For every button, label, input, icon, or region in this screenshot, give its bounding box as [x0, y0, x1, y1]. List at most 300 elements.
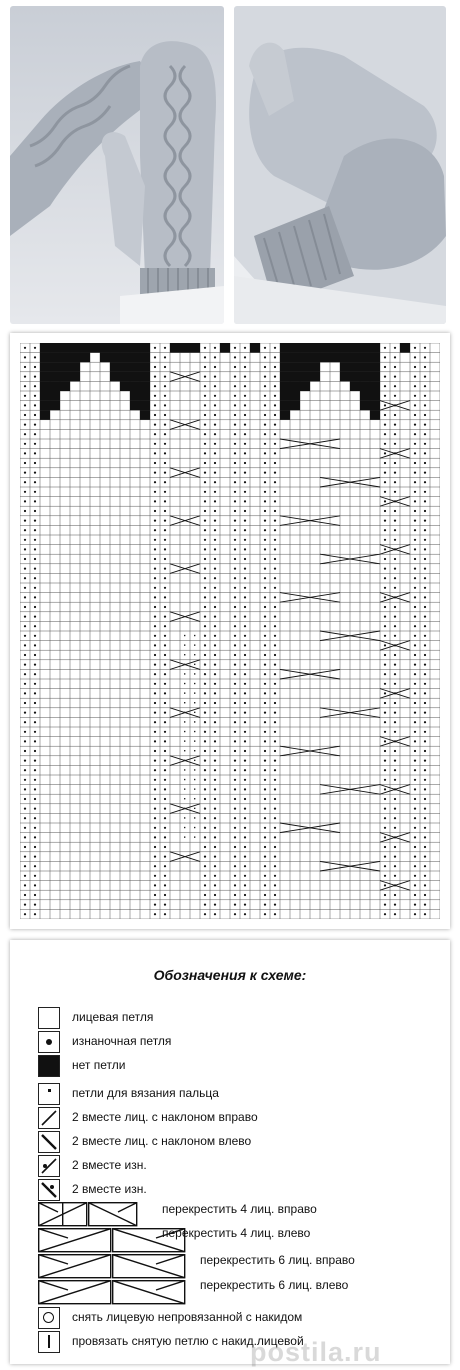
- cable-cross-symbols: [38, 1202, 186, 1308]
- purl-dot: [214, 808, 216, 810]
- purl-dot: [34, 376, 36, 378]
- purl-dot: [164, 491, 166, 493]
- purl-dot: [424, 731, 426, 733]
- purl-dot: [164, 587, 166, 589]
- thumb-stitch-dot: [204, 702, 205, 703]
- purl-dot: [234, 779, 236, 781]
- purl-dot: [414, 654, 416, 656]
- purl-dot: [24, 395, 26, 397]
- purl-dot: [384, 894, 386, 896]
- purl-dot: [34, 625, 36, 627]
- purl-dot: [234, 529, 236, 531]
- purl-dot: [164, 404, 166, 406]
- purl-dot: [164, 712, 166, 714]
- purl-dot: [214, 865, 216, 867]
- purl-dot: [164, 347, 166, 349]
- purl-dot: [24, 788, 26, 790]
- purl-dot: [244, 817, 246, 819]
- purl-dot: [234, 692, 236, 694]
- purl-dot: [234, 491, 236, 493]
- purl-dot: [214, 472, 216, 474]
- purl-dot: [264, 500, 266, 502]
- purl-dot: [214, 692, 216, 694]
- purl-dot: [264, 779, 266, 781]
- purl-dot: [204, 894, 206, 896]
- purl-dot: [214, 750, 216, 752]
- purl-dot: [164, 654, 166, 656]
- purl-dot: [414, 644, 416, 646]
- thumb-stitch-dot: [204, 712, 205, 713]
- thumb-stitch-dot: [184, 692, 185, 693]
- purl-dot: [234, 548, 236, 550]
- purl-dot: [34, 817, 36, 819]
- no-stitch-cell: [400, 343, 410, 353]
- purl-dot: [234, 385, 236, 387]
- purl-dot: [264, 433, 266, 435]
- purl-dot: [34, 443, 36, 445]
- purl-dot: [164, 635, 166, 637]
- purl-dot: [34, 856, 36, 858]
- purl-dot: [264, 846, 266, 848]
- purl-dot: [214, 548, 216, 550]
- thumb-stitch-dot: [194, 644, 195, 645]
- purl-dot: [244, 635, 246, 637]
- purl-dot: [154, 913, 156, 915]
- purl-dot: [384, 539, 386, 541]
- purl-dot: [214, 788, 216, 790]
- purl-dot: [264, 683, 266, 685]
- purl-dot: [264, 731, 266, 733]
- purl-dot: [274, 577, 276, 579]
- legend-label: 2 вместе изн.: [72, 1158, 147, 1172]
- purl-dot: [424, 625, 426, 627]
- purl-dot: [34, 510, 36, 512]
- purl-dot: [34, 500, 36, 502]
- purl-dot: [24, 472, 26, 474]
- purl-dot: [164, 808, 166, 810]
- purl-dot: [234, 798, 236, 800]
- purl-dot: [34, 385, 36, 387]
- thumb-stitch-dot: [204, 673, 205, 674]
- purl-dot: [154, 443, 156, 445]
- purl-dot: [244, 376, 246, 378]
- purl-dot: [274, 856, 276, 858]
- purl-dot: [274, 683, 276, 685]
- purl-dot: [394, 625, 396, 627]
- thumb-stitch-dot: [204, 779, 205, 780]
- purl-dot: [214, 712, 216, 714]
- purl-dot: [234, 673, 236, 675]
- purl-dot: [214, 376, 216, 378]
- purl-dot: [274, 731, 276, 733]
- purl-dot: [424, 846, 426, 848]
- purl-dot: [264, 443, 266, 445]
- p2tog-left-icon: [38, 1179, 60, 1201]
- purl-dot: [154, 472, 156, 474]
- purl-dot: [234, 481, 236, 483]
- purl-dot: [204, 414, 206, 416]
- thumb-stitch-dot: [194, 683, 195, 684]
- purl-dot: [214, 539, 216, 541]
- no-stitch-cell: [360, 401, 380, 411]
- purl-dot: [34, 577, 36, 579]
- thumb-stitch-dot: [204, 798, 205, 799]
- purl-dot: [414, 424, 416, 426]
- purl-dot: [244, 875, 246, 877]
- thumb-stitch-dot: [204, 683, 205, 684]
- purl-dot: [154, 644, 156, 646]
- purl-dot: [24, 347, 26, 349]
- purl-dot: [234, 865, 236, 867]
- purl-dot: [34, 356, 36, 358]
- purl-dot: [244, 779, 246, 781]
- no-stitch-cell: [280, 362, 320, 372]
- purl-dot: [274, 750, 276, 752]
- purl-dot: [214, 654, 216, 656]
- purl-dot: [424, 913, 426, 915]
- purl-dot: [274, 625, 276, 627]
- thumb-stitch-dot: [194, 635, 195, 636]
- purl-dot: [414, 366, 416, 368]
- purl-dot: [234, 635, 236, 637]
- purl-dot: [214, 510, 216, 512]
- purl-dot: [164, 414, 166, 416]
- purl-dot: [274, 548, 276, 550]
- purl-dot: [204, 856, 206, 858]
- purl-dot: [234, 376, 236, 378]
- purl-dot: [154, 788, 156, 790]
- purl-dot: [214, 433, 216, 435]
- purl-dot: [234, 462, 236, 464]
- purl-dot: [24, 740, 26, 742]
- purl-dot: [24, 635, 26, 637]
- purl-dot: [424, 376, 426, 378]
- purl-dot: [234, 577, 236, 579]
- thumb-stitch-dot: [204, 808, 205, 809]
- purl-dot: [24, 539, 26, 541]
- purl-dot: [244, 740, 246, 742]
- purl-dot: [234, 760, 236, 762]
- purl-dot: [24, 587, 26, 589]
- purl-dot: [154, 606, 156, 608]
- purl-dot: [244, 548, 246, 550]
- purl-dot: [164, 606, 166, 608]
- purl-dot: [424, 395, 426, 397]
- knitting-chart-grid: [20, 343, 440, 919]
- purl-dot: [24, 385, 26, 387]
- purl-dot: [154, 683, 156, 685]
- purl-dot: [214, 827, 216, 829]
- purl-dot: [24, 510, 26, 512]
- purl-dot: [424, 424, 426, 426]
- no-stitch-cell: [250, 343, 260, 353]
- purl-dot: [264, 491, 266, 493]
- purl-dot: [264, 673, 266, 675]
- thumb-stitch-dot: [194, 673, 195, 674]
- purl-dot: [154, 500, 156, 502]
- purl-dot: [34, 395, 36, 397]
- purl-dot: [264, 808, 266, 810]
- purl-dot: [34, 827, 36, 829]
- purl-dot: [394, 846, 396, 848]
- purl-dot: [244, 366, 246, 368]
- purl-dot: [244, 404, 246, 406]
- purl-dot: [24, 596, 26, 598]
- purl-dot: [274, 443, 276, 445]
- purl-dot: [34, 798, 36, 800]
- purl-dot: [394, 606, 396, 608]
- cross-6-right-label: перекрестить 6 лиц. вправо: [200, 1253, 355, 1267]
- thumb-stitch-dot: [204, 750, 205, 751]
- purl-dot: [264, 904, 266, 906]
- purl-dot: [384, 712, 386, 714]
- purl-dot: [34, 520, 36, 522]
- purl-dot: [214, 587, 216, 589]
- purl-dot: [244, 587, 246, 589]
- purl-dot: [214, 769, 216, 771]
- purl-dot: [394, 817, 396, 819]
- purl-dot: [24, 481, 26, 483]
- purl-dot: [384, 433, 386, 435]
- purl-dot: [204, 884, 206, 886]
- purl-dot: [424, 788, 426, 790]
- purl-dot: [204, 596, 206, 598]
- purl-dot: [274, 827, 276, 829]
- purl-dot: [244, 788, 246, 790]
- thumb-stitch-dot: [194, 702, 195, 703]
- purl-dot: [414, 385, 416, 387]
- purl-dot: [274, 481, 276, 483]
- purl-dot: [164, 865, 166, 867]
- purl-dot: [414, 404, 416, 406]
- purl-dot: [414, 472, 416, 474]
- purl-dot: [414, 683, 416, 685]
- purl-dot: [164, 548, 166, 550]
- purl-dot: [244, 558, 246, 560]
- legend-label: лицевая петля: [72, 1010, 154, 1024]
- purl-dot: [24, 712, 26, 714]
- purl-dot: [264, 750, 266, 752]
- purl-dot: [164, 740, 166, 742]
- purl-dot: [244, 424, 246, 426]
- no-stitch-cell: [330, 353, 380, 363]
- purl-dot: [244, 529, 246, 531]
- purl-dot: [414, 808, 416, 810]
- purl-dot: [154, 817, 156, 819]
- purl-dot: [414, 558, 416, 560]
- purl-dot: [164, 366, 166, 368]
- purl-dot: [414, 443, 416, 445]
- purl-dot: [164, 520, 166, 522]
- purl-dot: [214, 558, 216, 560]
- purl-dot: [234, 808, 236, 810]
- purl-dot: [424, 404, 426, 406]
- purl-dot: [414, 875, 416, 877]
- legend-label: изнаночная петля: [72, 1034, 172, 1048]
- purl-dot: [264, 548, 266, 550]
- purl-dot: [384, 404, 386, 406]
- purl-dot: [244, 577, 246, 579]
- thumb-stitch-dot: [184, 808, 185, 809]
- purl-dot: [234, 884, 236, 886]
- purl-dot: [164, 827, 166, 829]
- purl-dot: [244, 808, 246, 810]
- no-stitch-cell: [40, 391, 60, 401]
- purl-dot: [274, 635, 276, 637]
- cross-6-left-label: перекрестить 6 лиц. влево: [200, 1278, 349, 1292]
- thumb-stitch-dot: [194, 760, 195, 761]
- purl-dot: [204, 404, 206, 406]
- purl-dot: [164, 433, 166, 435]
- purl-dot: [264, 529, 266, 531]
- purl-dot: [234, 894, 236, 896]
- purl-dot: [394, 433, 396, 435]
- purl-dot: [204, 491, 206, 493]
- purl-dot: [384, 625, 386, 627]
- purl-dot: [204, 366, 206, 368]
- purl-dot: [214, 443, 216, 445]
- purl-dot: [264, 788, 266, 790]
- purl-dot: [164, 731, 166, 733]
- purl-dot: [274, 472, 276, 474]
- purl-dot: [264, 712, 266, 714]
- purl-dot: [394, 827, 396, 829]
- purl-dot: [424, 606, 426, 608]
- purl-dot: [264, 395, 266, 397]
- purl-dot: [244, 539, 246, 541]
- purl-dot: [214, 904, 216, 906]
- purl-dot: [214, 798, 216, 800]
- purl-dot: [154, 356, 156, 358]
- purl-dot: [274, 414, 276, 416]
- purl-dot: [34, 452, 36, 454]
- purl-dot: [24, 414, 26, 416]
- purl-dot: [204, 865, 206, 867]
- purl-dot: [424, 779, 426, 781]
- purl-dot: [384, 558, 386, 560]
- purl-dot: [394, 760, 396, 762]
- purl-dot: [274, 510, 276, 512]
- purl-dot: [264, 616, 266, 618]
- purl-dot: [234, 414, 236, 416]
- purl-dot: [274, 347, 276, 349]
- purl-dot: [264, 644, 266, 646]
- purl-dot: [414, 625, 416, 627]
- purl-dot: [394, 424, 396, 426]
- purl-dot: [154, 731, 156, 733]
- purl-dot: [214, 452, 216, 454]
- purl-dot: [164, 625, 166, 627]
- purl-dot: [214, 683, 216, 685]
- purl-dot: [164, 721, 166, 723]
- purl-dot: [214, 740, 216, 742]
- no-stitch-cell: [280, 343, 380, 353]
- no-stitch-cell: [340, 372, 380, 382]
- no-stitch-cell: [350, 381, 380, 391]
- purl-dot: [394, 894, 396, 896]
- purl-dot: [394, 721, 396, 723]
- purl-dot: [234, 721, 236, 723]
- purl-dot: [424, 817, 426, 819]
- purl-dot: [244, 836, 246, 838]
- thumb-stitch-dot: [184, 664, 185, 665]
- purl-dot: [34, 635, 36, 637]
- purl-dot: [274, 529, 276, 531]
- purl-dot: [34, 846, 36, 848]
- purl-dot: [414, 798, 416, 800]
- purl-dot: [234, 347, 236, 349]
- purl-dot: [424, 558, 426, 560]
- purl-dot: [154, 462, 156, 464]
- purl-dot: [384, 750, 386, 752]
- purl-dot: [164, 596, 166, 598]
- purl-dot: [204, 472, 206, 474]
- purl-dot: [424, 798, 426, 800]
- purl-dot: [424, 510, 426, 512]
- purl-dot: [414, 750, 416, 752]
- purl-dot: [154, 673, 156, 675]
- purl-dot: [384, 808, 386, 810]
- purl-dot: [204, 481, 206, 483]
- purl-dot: [414, 865, 416, 867]
- purl-dot: [34, 529, 36, 531]
- purl-dot: [24, 913, 26, 915]
- purl-dot: [204, 385, 206, 387]
- purl-dot: [154, 664, 156, 666]
- purl-dot: [274, 836, 276, 838]
- purl-dot: [34, 904, 36, 906]
- purl-dot: [154, 587, 156, 589]
- purl-dot: [154, 577, 156, 579]
- purl-dot: [24, 558, 26, 560]
- purl-dot: [274, 875, 276, 877]
- thumb-stitch-dot: [184, 654, 185, 655]
- purl-dot: [244, 846, 246, 848]
- purl-dot: [274, 424, 276, 426]
- purl-dot: [414, 596, 416, 598]
- purl-dot: [34, 424, 36, 426]
- purl-dot: [234, 587, 236, 589]
- purl-dot: [244, 702, 246, 704]
- purl-dot: [244, 625, 246, 627]
- purl-dot: [204, 395, 206, 397]
- purl-dot: [424, 462, 426, 464]
- purl-dot: [214, 673, 216, 675]
- purl-dot: [154, 865, 156, 867]
- purl-dot: [24, 577, 26, 579]
- purl-dot: [154, 875, 156, 877]
- purl-dot: [164, 644, 166, 646]
- purl-dot: [24, 625, 26, 627]
- purl-dot: [204, 568, 206, 570]
- purl-dot: [424, 721, 426, 723]
- purl-dot: [384, 395, 386, 397]
- purl-dot: [164, 760, 166, 762]
- purl-dot: [34, 568, 36, 570]
- purl-dot: [234, 913, 236, 915]
- purl-dot: [394, 654, 396, 656]
- purl-dot: [264, 385, 266, 387]
- purl-dot: [424, 827, 426, 829]
- purl-dot: [24, 731, 26, 733]
- purl-dot: [264, 884, 266, 886]
- thumb-stitch-dot: [204, 769, 205, 770]
- purl-dot: [154, 808, 156, 810]
- purl-dot: [34, 404, 36, 406]
- purl-dot: [154, 414, 156, 416]
- purl-dot: [274, 798, 276, 800]
- purl-dot: [34, 414, 36, 416]
